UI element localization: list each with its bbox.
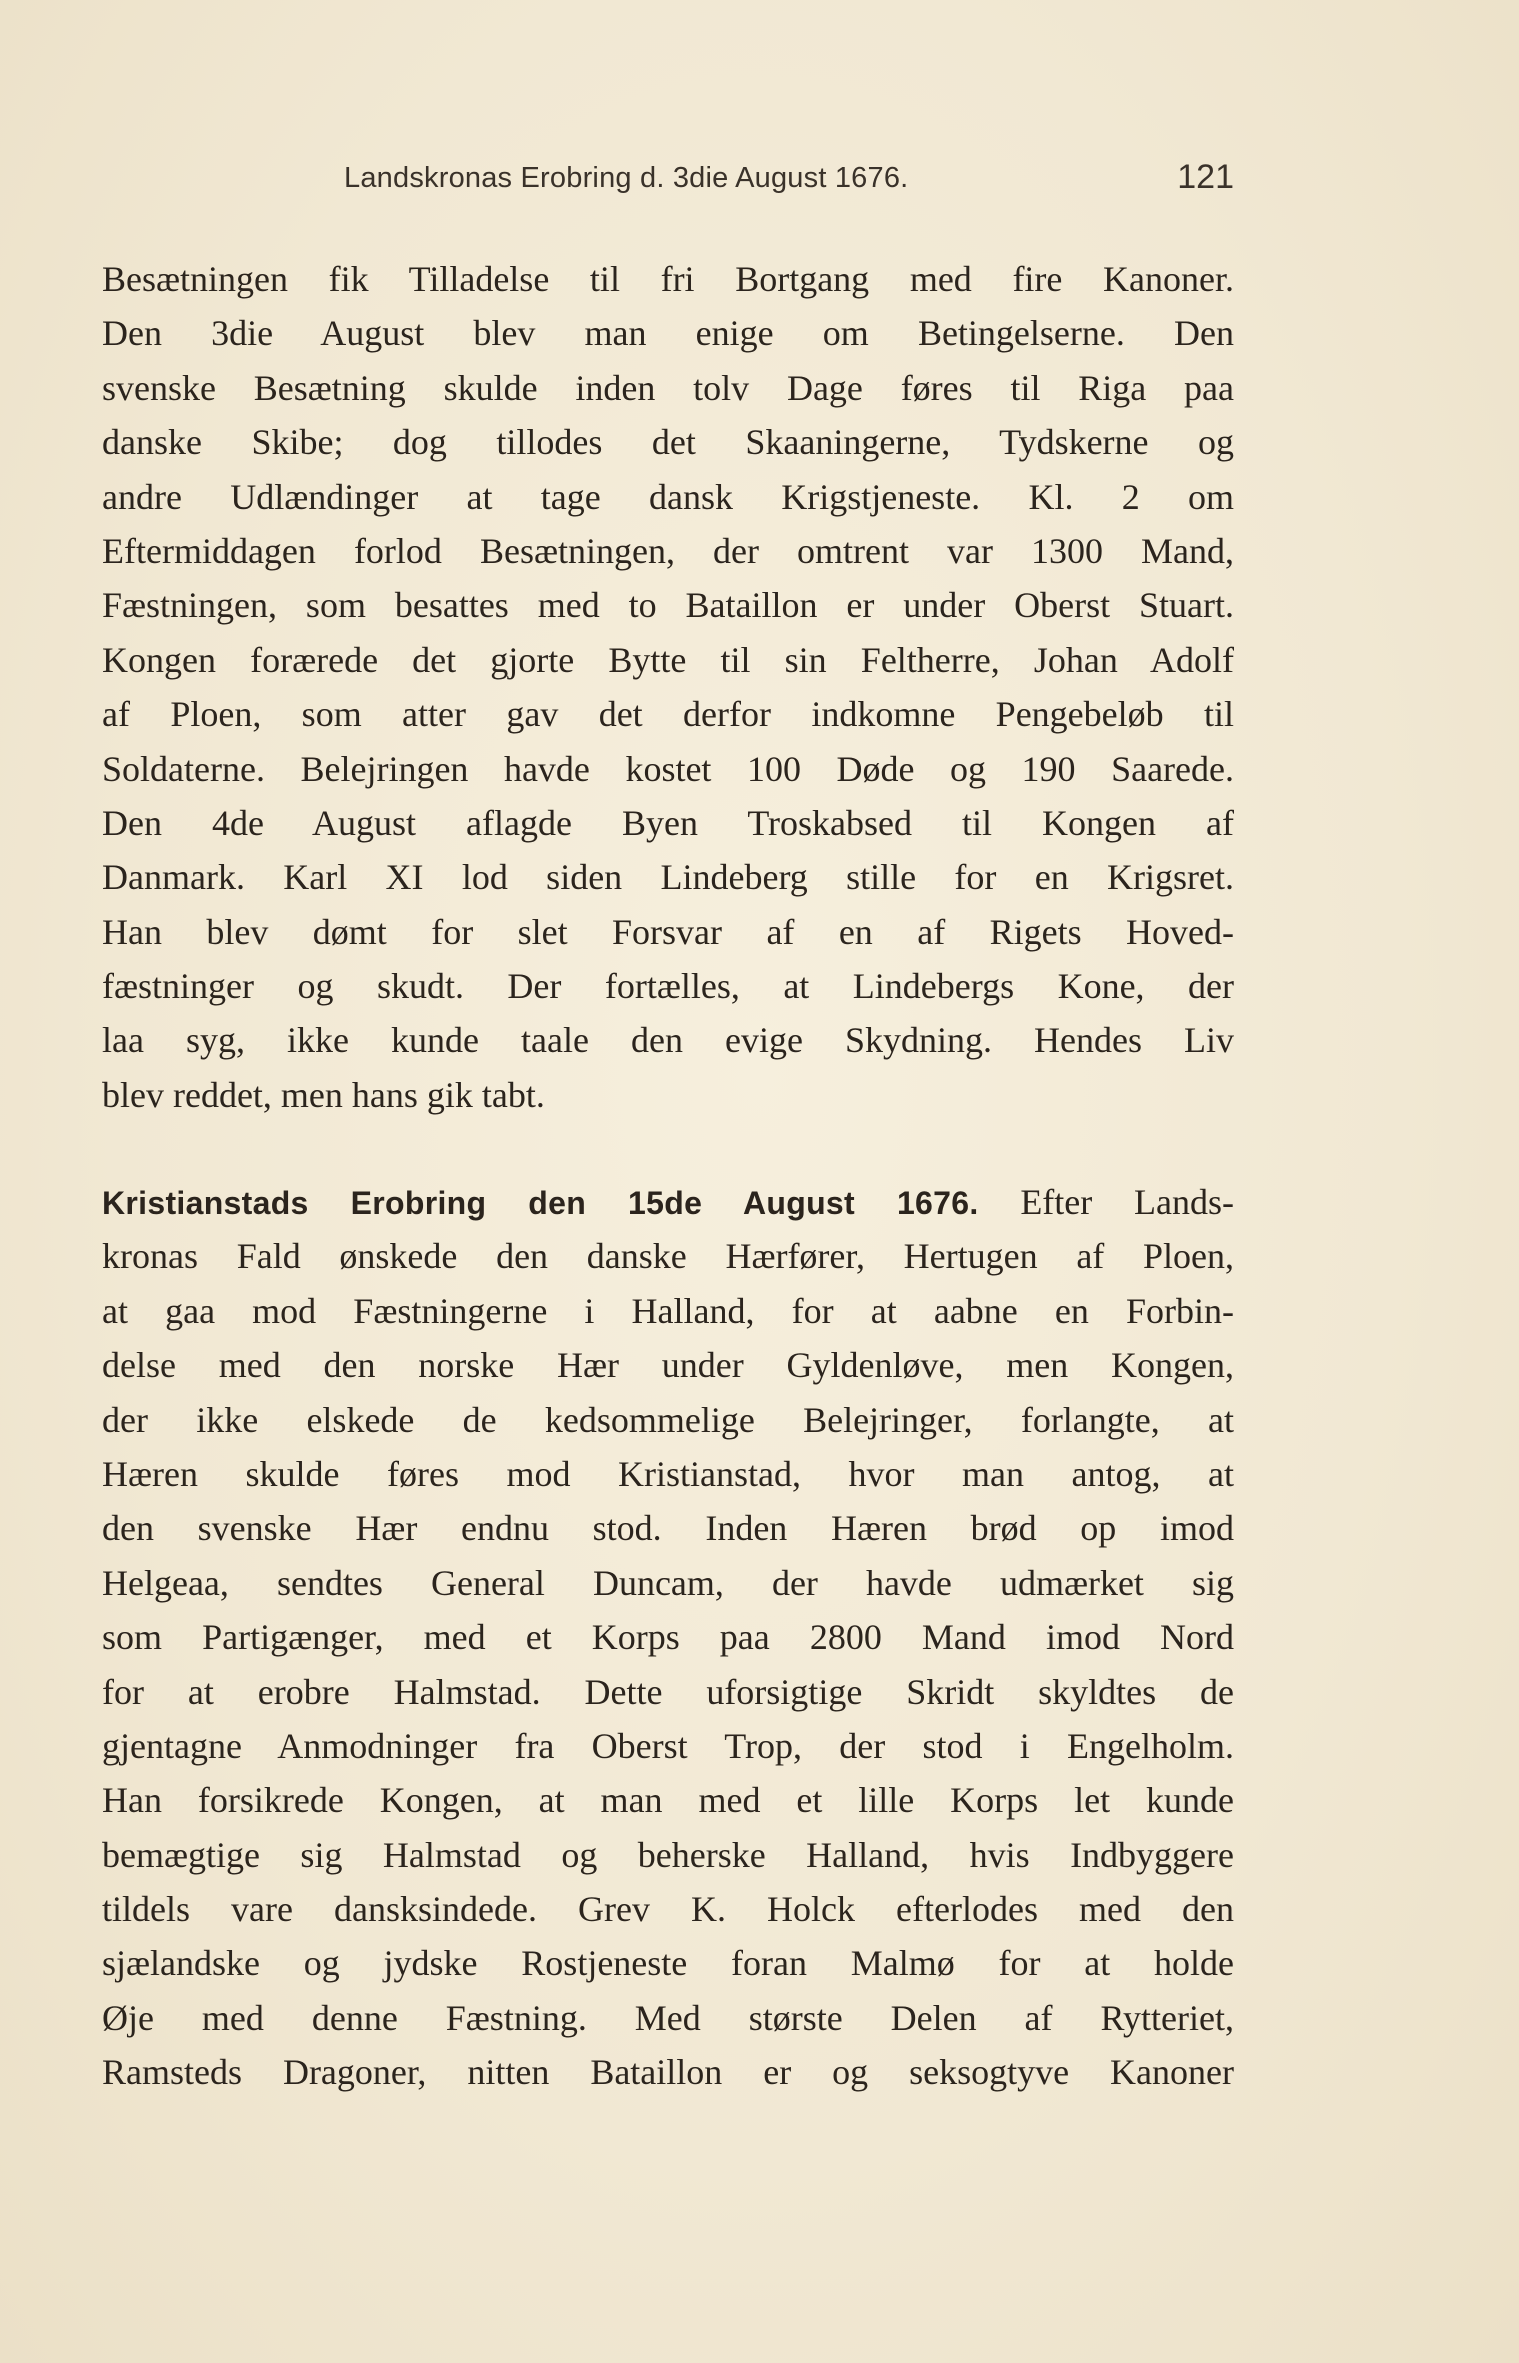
text-line: Helgeaa, sendtes General Duncam, der havde udmærket sig (102, 1562, 1234, 1603)
text-fragment: Efter Lands- (1020, 1182, 1235, 1222)
text-line: som Partigænger, med et Korps paa 2800 Mand imod Nord (102, 1617, 1234, 1658)
text-line: at gaa mod Fæstningerne i Halland, for at aabne en Forbin- (102, 1290, 1234, 1331)
text-line: fæstninger og skudt. Der fortælles, at Lindebergs Kone, der (102, 966, 1234, 1007)
text-line: af Ploen, som atter gav det derfor indkomne Pengebeløb til (102, 694, 1234, 735)
text-line: bemægtige sig Halmstad og beherske Halland, hvis Indbyggere (102, 1834, 1234, 1875)
text-line: for at erobre Halmstad. Dette uforsigtige Skridt skyldtes de (102, 1671, 1234, 1712)
text-line: Den 3die August blev man enige om Betingelserne. Den (102, 313, 1234, 354)
text-line: Øje med denne Fæstning. Med største Delen af Rytteriet, (102, 1997, 1234, 2038)
text-line: Eftermiddagen forlod Besætningen, der omtrent var 1300 Mand, (102, 530, 1234, 571)
text-line: Han forsikrede Kongen, at man med et lille Korps let kunde (102, 1780, 1234, 1821)
running-head (344, 158, 1234, 208)
page-number: 121 (1177, 158, 1234, 196)
text-line: Hæren skulde føres mod Kristianstad, hvor man antog, at (102, 1453, 1234, 1494)
text-line: danske Skibe; dog tillodes det Skaaningerne, Tydskerne og (102, 422, 1234, 463)
text-line: svenske Besætning skulde inden tolv Dage føres til Riga paa (102, 367, 1234, 408)
running-title: Landskronas Erobring d. 3die August 1676. (344, 162, 909, 194)
text-line: delse med den norske Hær under Gyldenløve, men Kongen, (102, 1345, 1234, 1386)
text-line: Besætningen fik Tilladelse til fri Bortgang med fire Kanoner. (102, 259, 1234, 299)
text-line: Ramsteds Dragoner, nitten Bataillon er og seksogtyve Kanoner (102, 2052, 1234, 2093)
text-line: tildels vare dansksindede. Grev K. Holck efterlodes med den (102, 1889, 1234, 1930)
text-line: Soldaterne. Belejringen havde kostet 100 Døde og 190 Saarede. (102, 748, 1234, 789)
text-line: sjælandske og jydske Rostjeneste foran Malmø for at holde (102, 1943, 1234, 1984)
paragraph-landskrona (102, 252, 1234, 1122)
text-line: der ikke elskede de kedsommelige Belejringer, forlangte, at (102, 1399, 1234, 1440)
text-line: blev reddet, men hans gik tabt. (102, 1074, 545, 1115)
paragraph-kristianstad (102, 1175, 1234, 2100)
text-line: gjentagne Anmodninger fra Oberst Trop, der stod i Engelholm. (102, 1725, 1234, 1766)
text-line-with-heading (102, 1175, 1234, 1229)
text-line: Fæstningen, som besattes med to Bataillon er under Oberst Stuart. (102, 585, 1234, 626)
text-line: Han blev dømt for slet Forsvar af en af Rigets Hoved- (102, 911, 1234, 952)
section-heading: Kristianstads Erobring den 15de August 1676. (102, 1185, 979, 1221)
text-line: Kongen forærede det gjorte Bytte til sin Feltherre, Johan Adolf (102, 639, 1234, 680)
text-line: Danmark. Karl XI lod siden Lindeberg stille for en Krigsret. (102, 857, 1234, 898)
text-line: andre Udlændinger at tage dansk Krigstjeneste. Kl. 2 om (102, 476, 1234, 517)
text-line: den svenske Hær endnu stod. Inden Hæren brød op imod (102, 1508, 1234, 1549)
text-line: kronas Fald ønskede den danske Hærfører, Hertugen af Ploen, (102, 1236, 1234, 1277)
text-line: Den 4de August aflagde Byen Troskabsed til Kongen af (102, 802, 1234, 843)
text-line: laa syg, ikke kunde taale den evige Skydning. Hendes Liv (102, 1020, 1234, 1061)
